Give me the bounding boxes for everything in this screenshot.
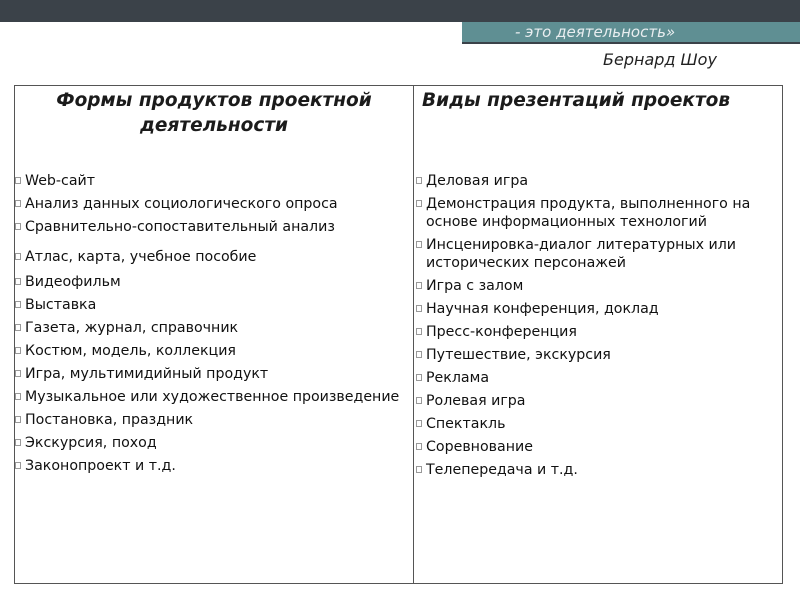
left-list — [15, 172, 405, 480]
left-column-heading: Формы продуктов проектной деятельности — [56, 90, 372, 136]
list-item: Законопроект и т.д. — [15, 457, 405, 475]
bullet-icon — [15, 370, 21, 377]
list-item: Игра с залом — [416, 277, 782, 295]
bullet-icon — [416, 443, 422, 450]
bullet-icon — [15, 439, 21, 446]
list-item: Научная конференция, доклад — [416, 300, 782, 318]
bullet-icon — [15, 416, 21, 423]
bullet-icon — [416, 328, 422, 335]
list-item: Демонстрация продукта, выполненного на основе информационных технологий — [416, 195, 782, 231]
comparison-table — [14, 85, 783, 584]
list-item: Музыкальное или художественное произведение — [15, 388, 405, 406]
bullet-icon — [15, 253, 21, 260]
top-banner-line — [462, 42, 800, 44]
right-column — [414, 86, 782, 478]
quote-author: Бернард Шоу — [603, 50, 717, 69]
right-list — [416, 172, 782, 484]
list-item: Деловая игра — [416, 172, 782, 190]
bullet-icon — [416, 374, 422, 381]
quote-fragment: - это деятельность» — [515, 23, 676, 41]
bullet-icon — [15, 393, 21, 400]
list-item: Ролевая игра — [416, 392, 782, 410]
list-item: Экскурсия, поход — [15, 434, 405, 452]
list-item: Газета, журнал, справочник — [15, 319, 405, 337]
list-item: Путешествие, экскурсия — [416, 346, 782, 364]
bullet-icon — [15, 278, 21, 285]
bullet-icon — [416, 351, 422, 358]
list-item: Телепередача и т.д. — [416, 461, 782, 479]
list-item: Пресс-конференция — [416, 323, 782, 341]
bullet-icon — [15, 200, 21, 207]
bullet-icon — [15, 177, 21, 184]
list-item: Игра, мультимидийный продукт — [15, 365, 405, 383]
bullet-icon — [416, 241, 422, 248]
list-item: Атлас, карта, учебное пособие — [15, 248, 405, 266]
bullet-icon — [15, 301, 21, 308]
list-item: Костюм, модель, коллекция — [15, 342, 405, 360]
column-divider — [413, 86, 414, 583]
list-item: Сравнительно-сопоставительный анализ — [15, 218, 405, 236]
top-banner-bar — [0, 0, 800, 22]
bullet-icon — [15, 324, 21, 331]
right-column-heading: Виды презентаций проектов — [422, 90, 731, 111]
bullet-icon — [416, 282, 422, 289]
list-item: Постановка, праздник — [15, 411, 405, 429]
list-item: Выставка — [15, 296, 405, 314]
bullet-icon — [416, 177, 422, 184]
list-item: Анализ данных социологического опроса — [15, 195, 405, 213]
list-item: Видеофильм — [15, 273, 405, 291]
bullet-icon — [416, 466, 422, 473]
bullet-icon — [416, 305, 422, 312]
bullet-icon — [416, 200, 422, 207]
bullet-icon — [15, 223, 21, 230]
list-item: Реклама — [416, 369, 782, 387]
list-item: Соревнование — [416, 438, 782, 456]
list-item: Инсценировка-диалог литературных или исторических персонажей — [416, 236, 782, 272]
bullet-icon — [416, 397, 422, 404]
bullet-icon — [416, 420, 422, 427]
list-item: Спектакль — [416, 415, 782, 433]
bullet-icon — [15, 347, 21, 354]
list-item: Web-сайт — [15, 172, 405, 190]
bullet-icon — [15, 462, 21, 469]
left-column — [15, 86, 413, 474]
